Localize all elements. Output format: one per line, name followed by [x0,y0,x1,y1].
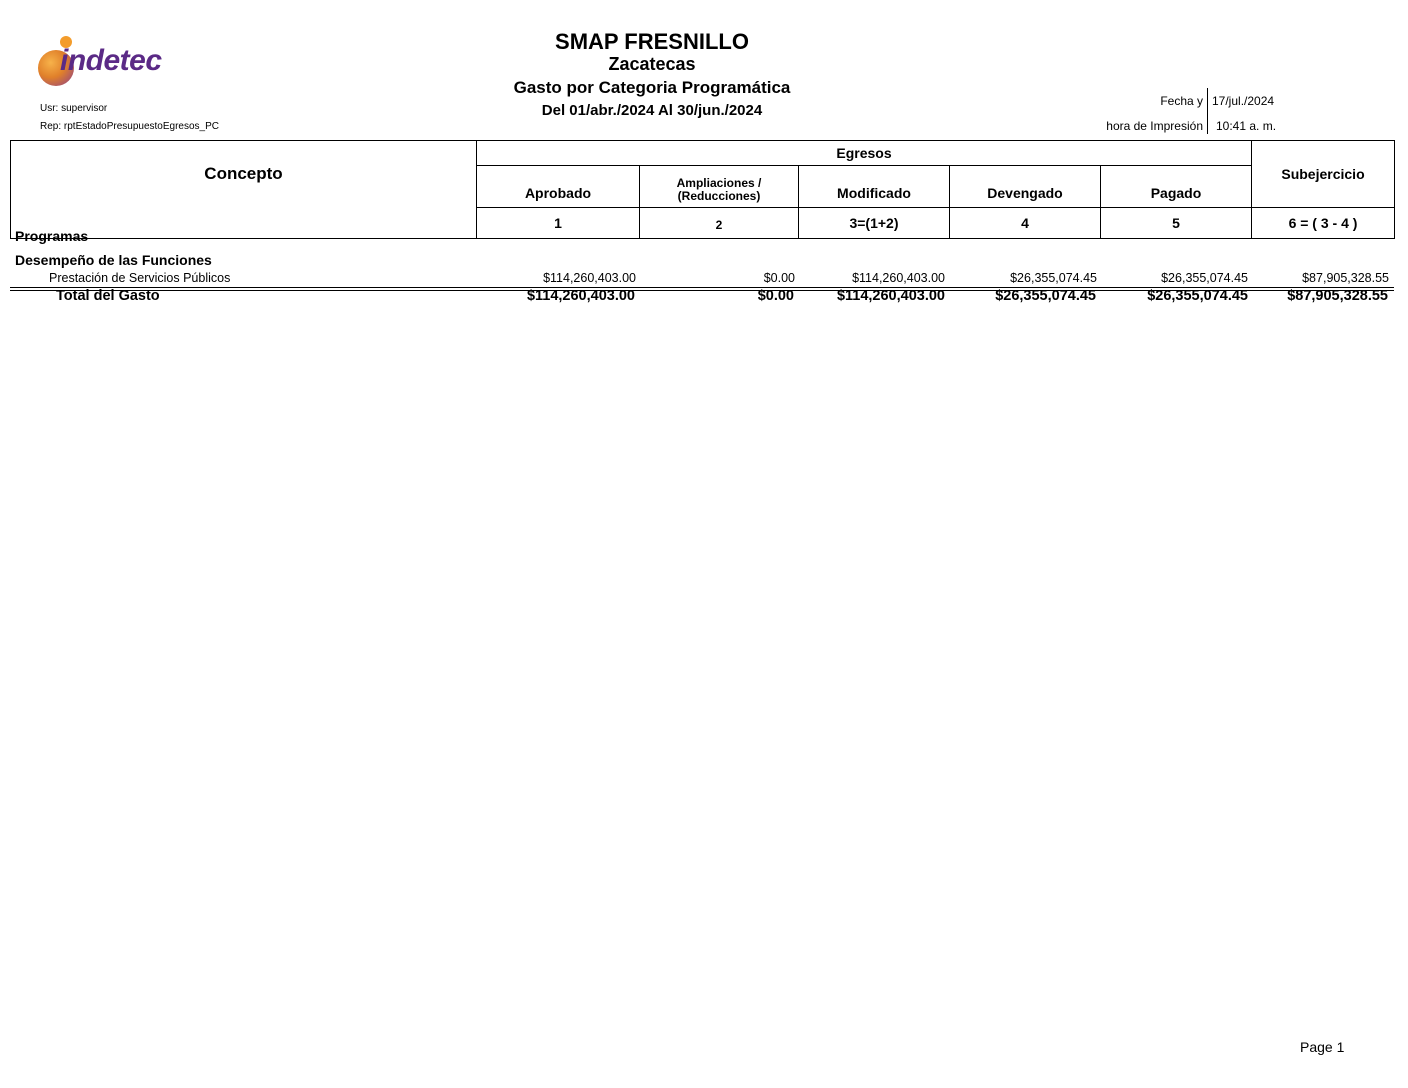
total-devengado: $26,355,074.45 [995,288,1096,304]
total-modificado: $114,260,403.00 [836,288,945,304]
col-number-2: 2 [640,208,799,239]
row-ampliaciones: $0.00 [763,271,795,285]
report-period: Del 01/abr./2024 Al 30/jun./2024 [541,102,763,119]
report-name: Rep: rptEstadoPresupuestoEgresos_PC [40,121,219,132]
date-label: Fecha y [1160,94,1203,108]
col-number-1: 1 [477,208,640,239]
subejercicio-header: Subejercicio [1252,141,1395,208]
user-label: Usr: supervisor [40,103,108,114]
concepto-header: Concepto [11,141,477,208]
col-number-6: 6 = ( 3 - 4 ) [1252,208,1395,239]
section-programas: Programas [15,228,89,244]
logo-wordmark: indetec [60,44,162,77]
total-ampliaciones: $0.00 [757,288,794,304]
row-pagado: $26,355,074.45 [1161,271,1248,285]
budget-header-table [10,140,1395,239]
state-title: Zacatecas [608,54,696,74]
col-number-4: 4 [950,208,1101,239]
devengado-header: Devengado [950,166,1101,208]
total-pagado: $26,355,074.45 [1147,288,1248,304]
indetec-logo [38,36,218,92]
row-aprobado: $114,260,403.00 [543,271,636,285]
row-modificado: $114,260,403.00 [852,271,945,285]
row-subejercicio: $87,905,328.55 [1302,271,1389,285]
total-subejercicio: $87,905,328.55 [1287,288,1388,304]
section-desempeno: Desempeño de las Funciones [15,252,212,268]
egresos-header: Egresos [477,141,1252,166]
col-number-3: 3=(1+2) [799,208,950,239]
pagado-header: Pagado [1101,166,1252,208]
report-header [452,30,852,120]
time-label: hora de Impresión [1106,119,1203,133]
row-label: Prestación de Servicios Públicos [49,271,231,285]
total-label: Total del Gasto [56,288,160,304]
time-value: 10:41 a. m. [1216,119,1277,133]
page-number: Page 1 [1300,1039,1345,1055]
reducciones-label: (Reducciones) [677,189,761,203]
entity-title: SMAP FRESNILLO [555,29,749,54]
row-devengado: $26,355,074.45 [1010,271,1097,285]
ampliaciones-header [640,166,799,208]
ampliaciones-label: Ampliaciones / [676,176,762,190]
date-value: 17/jul./2024 [1212,94,1275,108]
meta-divider [1207,88,1208,134]
modificado-header: Modificado [799,166,950,208]
total-aprobado: $114,260,403.00 [526,288,635,304]
aprobado-header: Aprobado [477,166,640,208]
report-title: Gasto por Categoria Programática [513,78,791,97]
col-number-5: 5 [1101,208,1252,239]
